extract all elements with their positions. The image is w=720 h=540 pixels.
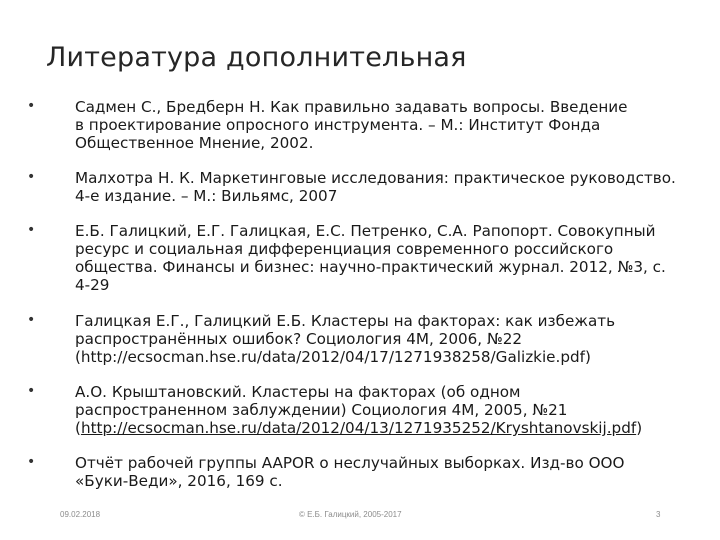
reference-item-6 [27,454,701,490]
bullet-icon: • [27,383,36,399]
reference-item-5 [27,383,701,437]
reference-item-4 [27,312,701,366]
bullet-icon: • [27,222,36,238]
reference-item-3 [27,222,701,294]
reference-line: Малхотра Н. К. Маркетинговые исследования: практическое руководство. [75,169,676,187]
reference-item-2 [27,169,701,205]
reference-line: Е.Б. Галицкий, Е.Г. Галицкая, Е.С. Петренко, С.А. Рапопорт. Совокупный [75,222,656,240]
reference-line: (http://ecsocman.hse.ru/data/2012/04/17/1271938258/Galizkie.pdf) [75,348,591,366]
reference-line: Садмен С., Бредберн Н. Как правильно задавать вопросы. Введение [75,98,628,116]
reference-item-1 [27,98,701,152]
bullet-icon: • [27,312,36,328]
reference-line: ресурс и социальная дифференциация современного российского [75,240,614,258]
reference-line-with-link [75,419,701,437]
bullet-icon: • [27,454,36,470]
reference-line: «Буки-Веди», 2016, 169 с. [75,472,283,490]
reference-line: Общественное Мнение, 2002. [75,134,314,152]
reference-line: распространённых ошибок? Социология 4М, 2006, №22 [75,330,523,348]
reference-line: 4-е издание. – М.: Вильямс, 2007 [75,187,338,205]
reference-line: Отчёт рабочей группы AAPOR о неслучайных выборках. Изд-во ООО [75,454,625,472]
reference-line: в проектирование опросного инструмента. – М.: Институт Фонда [75,116,601,134]
reference-line: общества. Финансы и бизнес: научно-практический журнал. 2012, №3, с. [75,258,666,276]
footer-page-number: 3 [656,510,661,519]
bullet-icon: • [27,169,36,185]
link-close-paren: ) [636,419,643,437]
reference-line: А.О. Крыштановский. Кластеры на факторах (об одном [75,383,521,401]
footer-copyright: © Е.Б. Галицкий, 2005-2017 [299,510,402,519]
reference-line: 4-29 [75,276,110,294]
reference-line: распространенном заблуждении) Социология 4М, 2005, №21 [75,401,568,419]
slide-title: Литература дополнительная [46,42,467,73]
link-open-paren: ( [75,419,81,437]
reference-line: Галицкая Е.Г., Галицкий Е.Б. Кластеры на факторах: как избежать [75,312,616,330]
bullet-icon: • [27,98,36,114]
footer-date: 09.02.2018 [60,510,101,519]
reference-link[interactable]: http://ecsocman.hse.ru/data/2012/04/13/1271935252/Kryshtanovskij.pdf [80,419,637,437]
